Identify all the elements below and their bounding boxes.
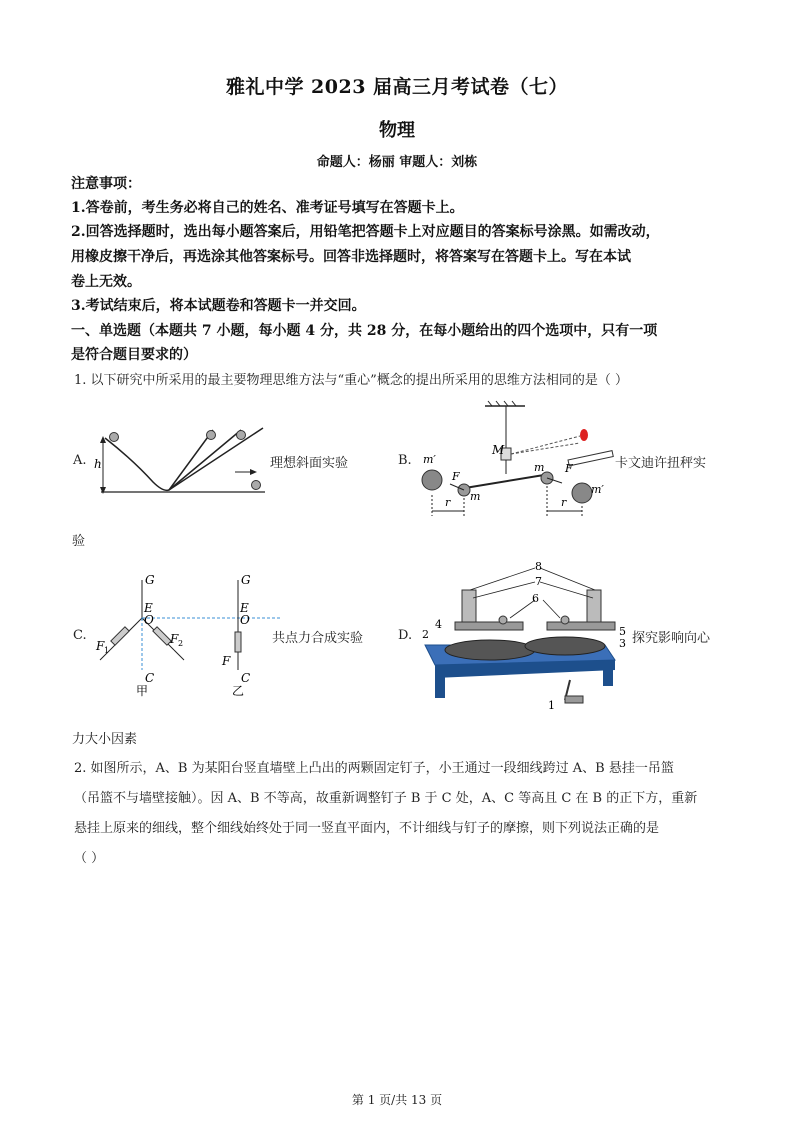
label-E-2: E bbox=[240, 601, 249, 615]
q1-option-b-caption-wrap: 验 bbox=[72, 534, 86, 549]
label-M: M bbox=[492, 443, 505, 457]
force-composition-figure bbox=[90, 570, 280, 700]
q1-option-b-caption: 卡文迪许扭秤实 bbox=[615, 456, 707, 471]
notice-item-2-line-3: 卷上无效。 bbox=[71, 274, 141, 290]
label-7: 7 bbox=[535, 575, 542, 588]
height-label: h bbox=[94, 457, 102, 471]
notice-item-1: 1.答卷前，考生务必将自己的姓名、准考证号填写在答题卡上。 bbox=[71, 200, 464, 216]
q1-option-a-caption: 理想斜面实验 bbox=[270, 456, 349, 471]
label-F2-sub: 2 bbox=[178, 639, 184, 648]
label-m-2: m bbox=[534, 461, 545, 474]
label-yi: 乙 bbox=[232, 684, 245, 698]
label-C-2: C bbox=[241, 671, 251, 685]
label-F-3: F bbox=[222, 654, 231, 668]
exam-title: 雅礼中学 2023 届高三月考试卷（七） bbox=[225, 76, 569, 98]
q1-option-d-letter: D. bbox=[398, 628, 413, 643]
label-G-1: G bbox=[145, 573, 155, 587]
notice-item-3: 3.考试结束后，将本试题卷和答题卡一并交回。 bbox=[71, 298, 366, 314]
q2-line-1: 2. 如图所示，A、B 为某阳台竖直墙壁上凸出的两颗固定钉子，小王通过一段细线跨过 A、B 悬挂一吊篮 bbox=[74, 761, 674, 776]
label-F-2: F bbox=[565, 462, 573, 475]
section-heading-line-1: 一、单选题（本题共 7 小题，每小题 4 分，共 28 分，在每小题给出的四个选项中，只有一项 bbox=[71, 323, 658, 339]
label-m-prime-2: m′ bbox=[591, 483, 604, 496]
label-4: 4 bbox=[435, 618, 442, 631]
q1-option-c-caption: 共点力合成实验 bbox=[272, 631, 364, 646]
label-C-1: C bbox=[145, 671, 155, 685]
notice-heading: 注意事项： bbox=[71, 176, 141, 192]
label-O-1: O bbox=[144, 613, 154, 627]
label-O-2: O bbox=[240, 613, 250, 627]
label-F1-sub: 1 bbox=[104, 646, 110, 655]
label-r-2: r bbox=[561, 496, 567, 509]
authors-line: 命题人：杨丽 审题人：刘栋 bbox=[316, 155, 478, 170]
q2-line-2: （吊篮不与墙壁接触）。因 A、B 不等高，故重新调整钉子 B 于 C 处，A、C 等高且 C 在 B 的正下方，重新 bbox=[74, 791, 698, 806]
label-G-2: G bbox=[241, 573, 251, 587]
q1-stem: 1. 以下研究中所采用的最主要物理思维方法与“重心”概念的提出所采用的思维方法相同的是（ ） bbox=[74, 373, 628, 388]
label-8: 8 bbox=[535, 560, 542, 573]
label-F2: F bbox=[170, 632, 179, 646]
q1-option-d-caption-wrap: 力大小因素 bbox=[72, 732, 138, 747]
q1-option-c-letter: C. bbox=[73, 628, 87, 643]
label-r-1: r bbox=[445, 496, 451, 509]
q1-option-b-letter: B. bbox=[398, 453, 412, 468]
subject-title: 物理 bbox=[379, 120, 415, 141]
label-1: 1 bbox=[548, 699, 555, 712]
inclined-plane-figure bbox=[93, 420, 273, 500]
q1-option-a-letter: A. bbox=[73, 453, 87, 468]
label-2: 2 bbox=[422, 628, 429, 641]
label-E-1: E bbox=[144, 601, 153, 615]
q2-line-4: （ ） bbox=[74, 851, 105, 866]
label-3: 3 bbox=[619, 637, 626, 650]
centripetal-force-apparatus bbox=[415, 560, 625, 715]
section-heading-line-2: 是符合题目要求的） bbox=[71, 347, 197, 363]
cavendish-figure bbox=[410, 398, 615, 523]
q2-line-3: 悬挂上原来的细线，整个细线始终处于同一竖直平面内，不计细线与钉子的摩擦，则下列说法正确的是 bbox=[74, 821, 660, 836]
q1-option-d-caption: 探究影响向心 bbox=[632, 631, 711, 646]
label-F-1: F bbox=[452, 470, 460, 483]
label-jia: 甲 bbox=[136, 684, 149, 698]
label-6: 6 bbox=[532, 592, 539, 605]
label-5: 5 bbox=[619, 625, 626, 638]
notice-item-2-line-1: 2.回答选择题时，选出每小题答案后，用铅笔把答题卡上对应题目的答案标号涂黑。如需改动， bbox=[71, 224, 660, 240]
page-footer: 第 1 页/共 13 页 bbox=[351, 1093, 443, 1107]
label-m-1: m bbox=[470, 490, 481, 503]
notice-item-2-line-2: 用橡皮擦干净后，再选涂其他答案标号。回答非选择题时，将答案写在答题卡上。写在本试 bbox=[71, 249, 631, 265]
label-F1: F bbox=[96, 639, 105, 653]
label-m-prime-1: m′ bbox=[423, 453, 436, 466]
